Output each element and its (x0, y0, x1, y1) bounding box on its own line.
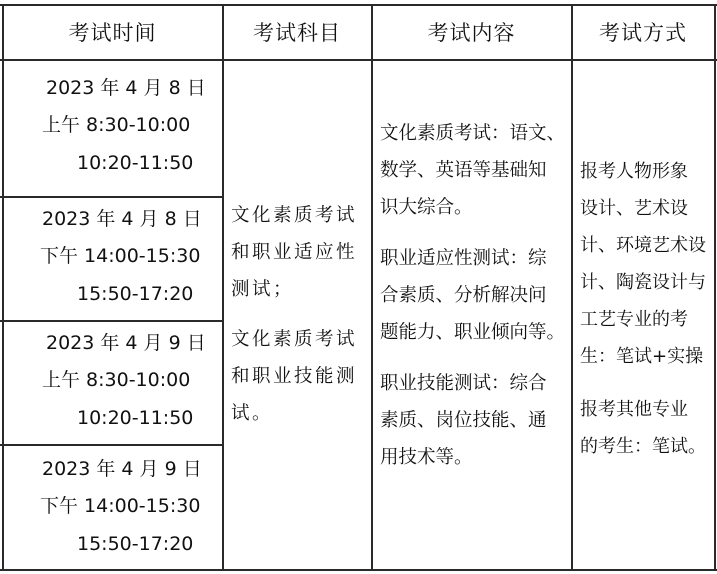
content-line: 合素质、分析解决问 (380, 285, 547, 306)
session-slot: 15:50-17:20 (77, 533, 194, 555)
content-paragraph (380, 365, 547, 476)
row-divider (0, 320, 222, 322)
session-date: 2023 年 4 月 8 日 (46, 77, 206, 99)
row-divider (0, 444, 222, 446)
subject-paragraph (231, 197, 357, 308)
content-line: 数学、英语等基础知 (380, 160, 547, 181)
content-line: 题能力、职业倾向等。 (380, 322, 566, 343)
subject-line: 试。 (231, 403, 274, 424)
content-line: 职业适应性测试：综 (380, 248, 547, 269)
content-line: 素质、岗位技能、通 (380, 410, 547, 431)
session-slot: 10:20-11:50 (77, 152, 194, 174)
column-divider (371, 4, 373, 570)
content-paragraph (380, 240, 565, 351)
subject-line: 和职业技能测 (231, 366, 358, 387)
session-date: 2023 年 4 月 9 日 (46, 332, 206, 354)
subject-line: 文化素质考试 (231, 205, 358, 226)
method-line: 报考人物形象 (580, 161, 688, 182)
row-divider (0, 196, 222, 198)
subject-line: 和职业适应性 (231, 242, 358, 263)
subject-line: 文化素质考试 (231, 329, 358, 350)
header-exam-time: 考试时间 (68, 21, 157, 45)
method-line: 计、环境艺术设 (580, 235, 706, 256)
session-slot: 下午 14:00-15:30 (40, 495, 201, 517)
session-slot: 上午 8:30-10:00 (42, 114, 191, 136)
content-line: 用技术等。 (380, 447, 473, 468)
method-line: 的考生：笔试。 (580, 436, 706, 457)
method-paragraph (580, 391, 706, 465)
content-line: 职业技能测试：综合 (380, 373, 547, 394)
column-divider (571, 4, 573, 570)
session-slot: 10:20-11:50 (77, 407, 194, 429)
method-line: 生：笔试+实操 (580, 346, 704, 367)
table-border-bottom (0, 569, 717, 571)
table-border-right (714, 4, 716, 570)
table-border-left (2, 4, 4, 570)
content-paragraph (380, 115, 565, 226)
method-paragraph (580, 153, 706, 375)
session-date: 2023 年 4 月 8 日 (42, 208, 202, 230)
subject-line: 测试； (231, 279, 295, 300)
header-exam-content: 考试内容 (427, 21, 516, 45)
session-slot: 上午 8:30-10:00 (42, 369, 191, 391)
method-line: 工艺专业的考 (580, 309, 688, 330)
method-line: 报考其他专业 (580, 399, 688, 420)
method-line: 设计、艺术设 (580, 198, 688, 219)
method-line: 计、陶瓷设计与 (580, 272, 706, 293)
session-date: 2023 年 4 月 9 日 (42, 458, 202, 480)
column-divider (222, 4, 224, 570)
subject-paragraph (231, 321, 357, 432)
header-exam-method: 考试方式 (599, 21, 687, 45)
content-line: 识大综合。 (380, 197, 473, 218)
session-slot: 下午 14:00-15:30 (40, 245, 201, 267)
header-exam-subject: 考试科目 (253, 21, 341, 45)
session-slot: 15:50-17:20 (77, 283, 194, 305)
content-line: 文化素质考试：语文、 (380, 123, 566, 144)
